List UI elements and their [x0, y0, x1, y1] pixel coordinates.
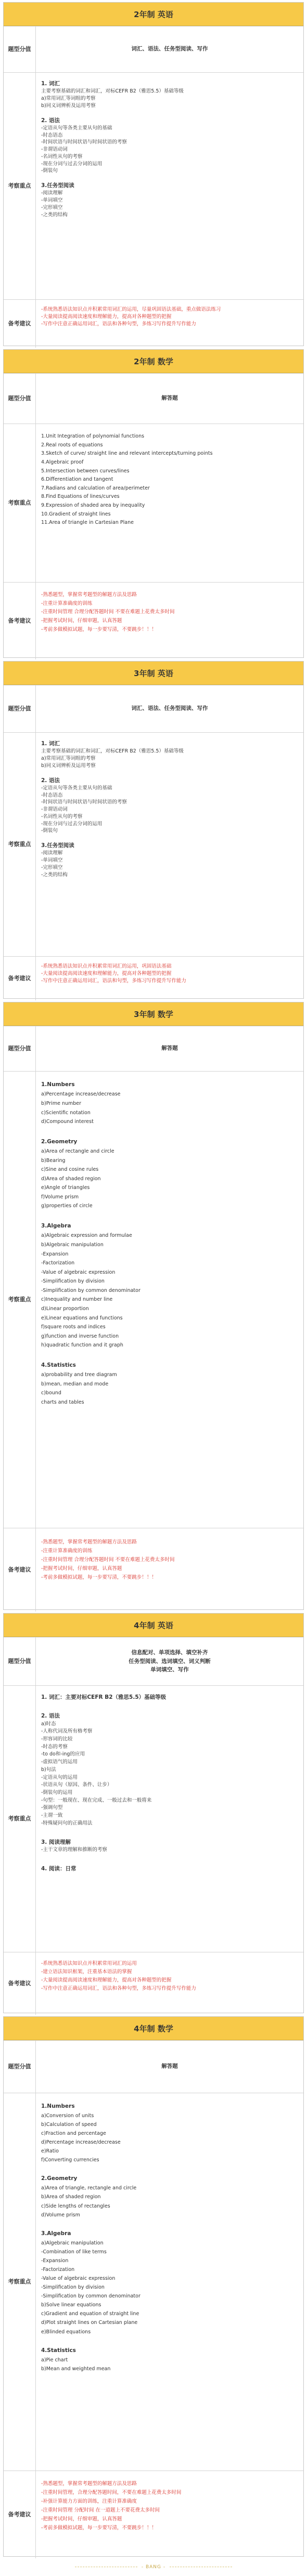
tip-item: -系统熟悉语法知识点并积累常用词汇的运用，巩固语法基础: [41, 963, 172, 969]
type-value-line: 信息配对、单项选择、填空补齐: [131, 1649, 208, 1656]
list-item: b)Bearing: [41, 1157, 66, 1164]
list-item: -Simplification by division: [41, 2284, 105, 2291]
tip-item: -系统熟悉语法知识点并积累常用词汇的运用: [41, 1961, 137, 1966]
list-item: 5.Intersection between curves/lines: [41, 468, 130, 474]
list-item: a)probability and tree diagram: [41, 1372, 117, 1378]
tip-item: -注重计算准确度的训练: [41, 600, 93, 606]
tip-item: -熟悉题型，掌握常考题型的解题方法及思路: [41, 2481, 137, 2487]
list-item: b)同义词辨析及运用考察: [41, 762, 96, 769]
list-item: c)Gradient and equation of straight line: [41, 2311, 139, 2317]
tip-content: [36, 1528, 303, 1611]
list-item: e)Blinded equations: [41, 2329, 91, 2335]
section-title: 2. 语法: [41, 1713, 60, 1720]
list-item: b)mean, median and mode: [41, 1381, 109, 1387]
list-item: c)Inequality and number line: [41, 1297, 113, 1303]
list-item: a)Algebraic manipulation: [41, 2240, 104, 2246]
focus-content: [36, 1072, 303, 1528]
tip-content: [36, 1952, 303, 2015]
list-item: d)Plot straight lines on Cartesian plane: [41, 2320, 138, 2326]
exam-card-2yr-math: [3, 349, 304, 658]
list-item: d)Percentage increase/decrease: [41, 2139, 121, 2146]
list-item: g)function and inverse function: [41, 1333, 119, 1339]
exam-card-4yr-english: [3, 1613, 304, 2013]
tip-content: [36, 2471, 303, 2558]
list-item: b)同义词辨析及运用考察: [41, 102, 96, 109]
tip-content: [36, 583, 303, 659]
list-item: -时态的考察: [41, 1743, 68, 1750]
list-item: d)Linear proportion: [41, 1305, 89, 1312]
list-item: a)Pie chart: [41, 2357, 68, 2363]
list-item: 1.Unit Integration of polynomial functions: [41, 433, 145, 439]
list-item: -Value of algebraic expression: [41, 1269, 116, 1275]
list-item: -状语从句（原因、条件、让步）: [41, 1782, 112, 1788]
list-item: -主谓一致: [41, 1813, 63, 1819]
section-title: 1.Numbers: [41, 2103, 75, 2109]
list-item: f)Converting currencies: [41, 2157, 99, 2163]
section-title: 1. 词汇：主要对标CEFR B2（雅思5.5）基础等级: [41, 1694, 167, 1700]
type-label: 题型分值: [4, 374, 36, 424]
tip-item: -系统熟悉语法知识点并积累常用词汇的运用，尽量巩固语法基础，重点做语法练习: [41, 307, 221, 312]
list-item: -阅读理解: [41, 850, 63, 856]
list-item: -倒装句: [41, 828, 58, 834]
list-item: -定语从句的运用: [41, 1774, 78, 1780]
exam-card-4yr-math: [3, 2016, 304, 2557]
focus-label: 考察重点: [4, 2093, 36, 2471]
list-item: -单词填空: [41, 857, 63, 864]
card-title: 3年制 数学: [4, 1002, 303, 1026]
tip-label: 备考建议: [4, 300, 36, 348]
list-item: -Expansion: [41, 2257, 69, 2264]
section-title: 2. 语法: [41, 777, 60, 784]
list-item: -Factorization: [41, 1260, 75, 1266]
list-item: -非谓语动词: [41, 147, 68, 153]
section-title: 3. 阅读理解: [41, 1839, 71, 1845]
tip-label: 备考建议: [4, 1952, 36, 2015]
list-item: a)Area of rectangle and circle: [41, 1148, 114, 1155]
card-title: 2年制 英语: [4, 3, 303, 26]
list-item: -强调句型: [41, 1805, 63, 1811]
list-item: -之类的结构: [41, 212, 68, 218]
section-title: 3.Algebra: [41, 1223, 71, 1230]
card-title: 4年制 数学: [4, 2017, 303, 2040]
list-item: d)Volume prism: [41, 2212, 80, 2218]
section-title: 2.Geometry: [41, 1138, 78, 1145]
list-item: b)Solve linear equations: [41, 2302, 101, 2308]
list-item: -单词填空: [41, 197, 63, 204]
section-title: 3.任务型阅读: [41, 842, 74, 849]
list-item: c)Scientific notation: [41, 1109, 91, 1116]
type-value: 解答题: [161, 2063, 178, 2070]
focus-label: 考察重点: [4, 73, 36, 299]
list-item: -特殊疑问句的正确用法: [41, 1820, 93, 1826]
list-item: 9.Expression of shaded area by inequality: [41, 503, 145, 508]
list-item: 10.Gradient of straight lines: [41, 511, 111, 517]
list-item: -名词性从句的考察: [41, 153, 83, 160]
tip-label: 备考建议: [4, 583, 36, 659]
tip-label: 备考建议: [4, 1528, 36, 1611]
list-item: a)常用词汇等词组的考察: [41, 95, 96, 101]
card-title: 4年制 英语: [4, 1614, 303, 1637]
type-label: 题型分值: [4, 685, 36, 732]
list-item: -Combination of like terms: [41, 2249, 107, 2255]
list-item: e)Ratio: [41, 2148, 59, 2155]
list-item: -Simplification by common denominator: [41, 2293, 140, 2300]
list-item: 主要考察基础的词汇和词汇，对标CEFR B2（雅思5.5）基础等级: [41, 88, 184, 95]
list-item: -to do和-ing的应用: [41, 1751, 85, 1758]
list-item: 7.Radians and calculation of area/perimeter: [41, 485, 150, 491]
list-item: -主干文章的理解和推断的考察: [41, 1846, 107, 1853]
type-value-line: 单词填空、写作: [150, 1667, 189, 1673]
footer-brand: - BANG -: [0, 2565, 307, 2570]
tip-item: -写作中注意正确运用词汇，语法和各种句型，多练习写作提升写作能力: [41, 321, 196, 327]
list-item: -句型：一般现在、现在完成、一般过去和一般将来: [41, 1797, 152, 1803]
tip-item: -把握考试时间，仔细审题，认真答题: [41, 2516, 122, 2522]
section-title: 1. 词汇: [41, 741, 60, 747]
list-item: e)Linear equations and functions: [41, 1315, 123, 1321]
list-item: 3.Sketch of curve/ straight line and relevant intercepts/turning points: [41, 451, 213, 457]
tip-item: -考前多做模拟试题，每一步要写清，不要跳步！！！: [41, 1575, 157, 1581]
list-item: -完形填空: [41, 864, 63, 870]
list-item: e)Angle of triangles: [41, 1185, 90, 1191]
tip-item: -建立语法知识框架，注重基本语法的掌握: [41, 1969, 132, 1975]
tip-item: -考前多做模拟试题，每一步要写清，不要跳步！！！: [41, 626, 157, 632]
tip-item: -把握考试时间，仔细审题，认真答题: [41, 617, 122, 624]
list-item: b)Area of shaded region: [41, 2194, 101, 2200]
exam-card-3yr-english: [3, 661, 304, 999]
tip-content: [36, 957, 303, 1000]
list-item: -现在分词与过去分词的运用: [41, 821, 103, 827]
list-item: a)Conversion of units: [41, 2112, 94, 2119]
section-title: 3.Algebra: [41, 2230, 71, 2237]
list-item: 主要考察基础的词汇和词汇，对标CEFR B2（雅思5.5）基础等级: [41, 748, 184, 755]
focus-label: 考察重点: [4, 1686, 36, 1952]
list-item: a)时态: [41, 1721, 56, 1727]
list-item: c)Fraction and percentage: [41, 2131, 106, 2137]
list-item: a)Algebraic expression and formulae: [41, 1233, 132, 1239]
type-value-line: 任务型阅读、选词填空、词义判断: [129, 1658, 211, 1665]
tip-item: -注重时间管理 合理分配答题时间 不要在难题上花费太多时间: [41, 1557, 175, 1563]
list-item: -时间状语与时间状语与时间状语的考察: [41, 799, 127, 805]
list-item: -Factorization: [41, 2266, 75, 2273]
section-title: 4.Statistics: [41, 2347, 76, 2354]
section-title: 2.Geometry: [41, 2175, 78, 2182]
exam-card-3yr-math: [3, 1002, 304, 1610]
list-item: -时态语态: [41, 792, 63, 798]
tip-item: -大量阅读提高阅读速度和理解能力，提高对各种题型的把握: [41, 970, 172, 976]
type-label: 题型分值: [4, 1637, 36, 1685]
focus-content: [36, 733, 303, 956]
tip-item: -把握考试时间，仔细审题，认真答题: [41, 1566, 122, 1572]
list-item: -完形填空: [41, 204, 63, 210]
focus-label: 考察重点: [4, 733, 36, 956]
list-item: 8.Find Equations of lines/curves: [41, 494, 120, 500]
tip-item: -注重时间管理 合理分配答题时间 不要在难题上花费太多时间: [41, 609, 175, 615]
type-value: 解答题: [161, 1045, 178, 1052]
list-item: -时态语态: [41, 132, 63, 138]
tip-item: -熟悉题型，掌握常考题型的解题方法及思路: [41, 592, 137, 598]
list-item: 2.Real roots of equations: [41, 442, 103, 448]
type-value: 解答题: [161, 395, 178, 402]
list-item: 6.Differentiation and tangent: [41, 477, 113, 483]
card-title: 3年制 英语: [4, 662, 303, 685]
list-item: b)Algebraic manipulation: [41, 1242, 104, 1248]
list-item: -定语从句等各类主要从句的基础: [41, 125, 112, 131]
tip-item: -大量阅读提高阅读速度和理解能力，提高对各种题型的把握: [41, 313, 172, 320]
tip-item: -写作中注意正确运用词汇，语法和各种句型，多练习写作提升写作能力: [41, 1986, 196, 1992]
type-value: 词汇、语法、任务型阅读、写作: [131, 705, 208, 712]
list-item: -倒装句: [41, 168, 58, 174]
section-title: 1.Numbers: [41, 1081, 75, 1088]
list-item: b)Mean and weighted mean: [41, 2366, 111, 2372]
type-label: 题型分值: [4, 27, 36, 72]
type-value: 词汇、语法、任务型阅读、写作: [131, 46, 208, 52]
exam-card-2yr-english: [3, 2, 304, 346]
list-item: -Simplification by division: [41, 1278, 105, 1285]
list-item: 11.Area of triangle in Cartesian Plane: [41, 520, 134, 526]
list-item: -之类的结构: [41, 871, 68, 878]
tip-content: [36, 300, 303, 348]
list-item: -非谓语动词: [41, 807, 68, 813]
section-title: 2. 语法: [41, 117, 60, 124]
section-title: 4. 阅读：日常: [41, 1865, 76, 1872]
tip-item: -考前多做模拟试题，每一步要写清，不要跳步！！！: [41, 2525, 157, 2531]
list-item: b)句法: [41, 1766, 56, 1773]
list-item: charts and tables: [41, 1399, 84, 1405]
list-item: -阅读理解: [41, 190, 63, 196]
focus-content: [36, 424, 303, 582]
section-title: 4.Statistics: [41, 1362, 76, 1368]
list-item: b)Calculation of speed: [41, 2121, 97, 2128]
list-item: b)Prime number: [41, 1100, 82, 1106]
list-item: -Simplification by common denominator: [41, 1287, 140, 1293]
list-item: 4.Algebraic proof: [41, 459, 84, 465]
list-item: d)Area of shaded region: [41, 1175, 101, 1182]
section-title: 3.任务型阅读: [41, 182, 74, 189]
list-item: -现在分词与过去分词的运用: [41, 161, 103, 167]
list-item: -人称代词及所有格考察: [41, 1728, 93, 1735]
list-item: -名词性从句的考察: [41, 813, 83, 820]
type-label: 题型分值: [4, 1026, 36, 1071]
focus-content: [36, 73, 303, 299]
list-item: -时间状语与时间状语与时间状语的考察: [41, 139, 127, 146]
type-label: 题型分值: [4, 2041, 36, 2093]
list-item: c)Side lengths of rectangles: [41, 2203, 110, 2209]
focus-content: [36, 2093, 303, 2471]
list-item: a)常用词汇等词组的考察: [41, 755, 96, 761]
list-item: -Expansion: [41, 1251, 69, 1257]
list-item: c)Sine and cosine rules: [41, 1167, 99, 1173]
list-item: f)square roots and indices: [41, 1324, 106, 1330]
tip-label: 备考建议: [4, 2471, 36, 2558]
tip-item: -补强计算能力方面的训练，注重计算准确度: [41, 2499, 137, 2505]
list-item: a)Area of triangle, rectangle and circle: [41, 2185, 137, 2191]
tip-item: -大量阅读提高阅读速度和理解能力，提高对各种题型的把握: [41, 1977, 172, 1984]
focus-label: 考察重点: [4, 424, 36, 582]
list-item: -倒装句的运用: [41, 1790, 73, 1795]
list-item: -定语从句等各类主要从句的基础: [41, 785, 112, 791]
list-item: d)Compound interest: [41, 1119, 94, 1125]
tip-item: -写作中注意正确运用词汇，语法和句型，多练习写作提升写作能力: [41, 977, 186, 984]
list-item: a)Percentage increase/decrease: [41, 1091, 121, 1098]
list-item: c)bound: [41, 1390, 61, 1396]
focus-content: [36, 1686, 303, 1952]
list-item: f)Volume prism: [41, 1194, 79, 1200]
type-value: [36, 1637, 303, 1685]
tip-item: -注重时间管理 分配时间 在一道题上不要花费太多时间: [41, 2507, 160, 2514]
section-title: 1. 词汇: [41, 81, 60, 87]
list-item: g)properties of circle: [41, 1203, 93, 1209]
tip-item: -注重计算准确度的训练: [41, 1548, 93, 1554]
focus-label: 考察重点: [4, 1072, 36, 1528]
card-title: 2年制 数学: [4, 350, 303, 373]
tip-label: 备考建议: [4, 957, 36, 1000]
tip-item: -注重时间管理，合理分配答题时间，不要在难题上花费太多时间: [41, 2490, 182, 2496]
list-item: -Value of algebraic expression: [41, 2275, 116, 2281]
list-item: -虚拟语气的运用: [41, 1759, 78, 1765]
list-item: -形容词的比较: [41, 1736, 73, 1742]
list-item: h)quadratic function and it graph: [41, 1342, 123, 1349]
tip-item: -熟悉题型，掌握常考题型的解题方法及思路: [41, 1539, 137, 1545]
